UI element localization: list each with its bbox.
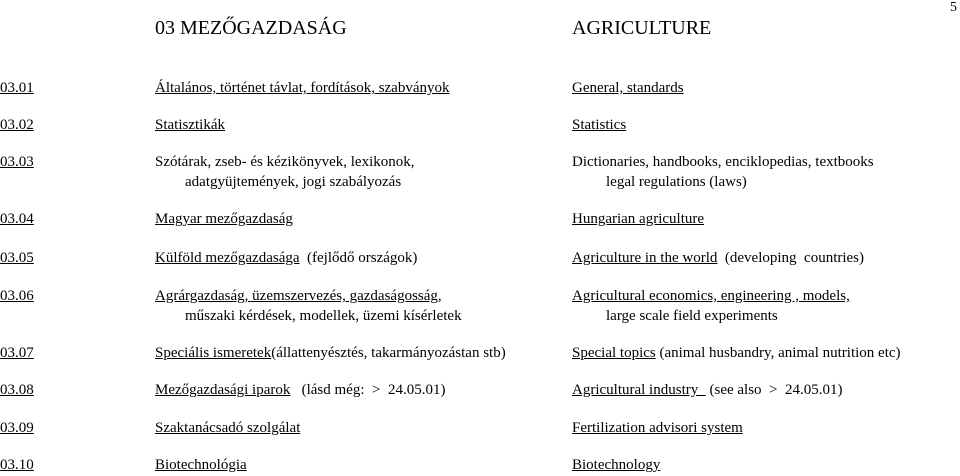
hungarian-note: (állattenyésztés, takarmányozástan stb)	[271, 345, 506, 361]
page-number: 5	[950, 0, 957, 15]
list-item	[0, 152, 960, 192]
hungarian-title: Szótárak, zseb- és kézikönyvek, lexikonok,	[155, 154, 415, 170]
heading-hungarian: 03 MEZŐGAZDASÁG	[155, 17, 347, 39]
hungarian-note: (fejlődő országok)	[299, 250, 418, 266]
hungarian-title-link[interactable]: Általános, történet távlat, fordítások, szabványok	[155, 80, 450, 96]
english-note: (see also > 24.05.01)	[705, 382, 843, 398]
hungarian-title-link[interactable]: Statisztikák	[155, 117, 225, 133]
list-item	[0, 286, 960, 326]
hungarian-note: (lásd még: > 24.05.01)	[290, 382, 446, 398]
english-title-link[interactable]: Statistics	[572, 117, 627, 133]
section-code-link[interactable]: 03.01	[0, 80, 34, 96]
hungarian-title-line2: műszaki kérdések, modellek, üzemi kísérletek	[185, 308, 462, 324]
english-title-link[interactable]: General, standards	[572, 80, 684, 96]
section-code-link[interactable]: 03.06	[0, 288, 34, 304]
hungarian-title-link[interactable]: Magyar mezőgazdaság	[155, 211, 293, 227]
hungarian-title-link[interactable]: Agrárgazdaság, üzemszervezés, gazdaságosság,	[155, 288, 442, 304]
english-note: (developing countries)	[717, 250, 865, 266]
english-note: (animal husbandry, animal nutrition etc)	[655, 345, 901, 361]
heading-english: AGRICULTURE	[572, 17, 712, 39]
english-title-link[interactable]: Biotechnology	[572, 457, 661, 473]
english-title-link[interactable]: Special topics	[572, 345, 656, 361]
hungarian-title-link[interactable]: Mezőgazdasági iparok	[155, 382, 291, 398]
section-code-link[interactable]: 03.09	[0, 420, 34, 436]
section-code-link[interactable]: 03.10	[0, 457, 34, 473]
english-title-link[interactable]: Agricultural industry	[572, 382, 706, 398]
hungarian-title-link[interactable]: Speciális ismeretek	[155, 345, 272, 361]
hungarian-title-link[interactable]: Biotechnológia	[155, 457, 247, 473]
english-title-link[interactable]: Fertilization advisori system	[572, 420, 743, 436]
hungarian-title-link[interactable]: Szaktanácsadó szolgálat	[155, 420, 301, 436]
section-code-link[interactable]: 03.07	[0, 345, 34, 361]
hungarian-title-line2: adatgyüjtemények, jogi szabályozás	[185, 174, 402, 190]
hungarian-title-link[interactable]: Külföld mezőgazdasága	[155, 250, 300, 266]
english-title-link[interactable]: Hungarian agriculture	[572, 211, 705, 227]
section-code-link[interactable]: 03.08	[0, 382, 34, 398]
english-title-link[interactable]: Agricultural economics, engineering , models,	[572, 288, 850, 304]
section-code-link[interactable]: 03.04	[0, 211, 34, 227]
section-code-link[interactable]: 03.03	[0, 154, 34, 170]
english-title-line2: large scale field experiments	[606, 308, 778, 324]
section-code-link[interactable]: 03.05	[0, 250, 34, 266]
section-code-link[interactable]: 03.02	[0, 117, 34, 133]
english-title-link[interactable]: Agriculture in the world	[572, 250, 718, 266]
english-title: Dictionaries, handbooks, enciklopedias, textbooks	[572, 154, 874, 170]
english-title-line2: legal regulations (laws)	[606, 174, 747, 190]
